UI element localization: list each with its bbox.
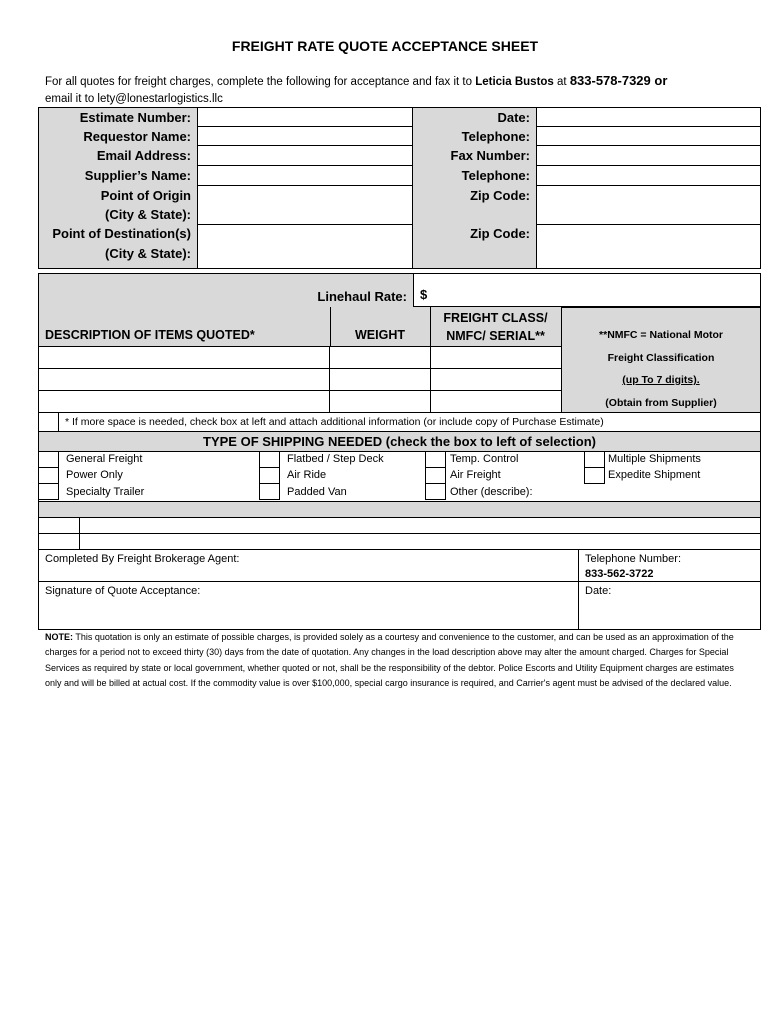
extra-row-field-1[interactable] bbox=[79, 517, 761, 534]
point-of-destination-field[interactable] bbox=[197, 224, 413, 269]
currency-symbol: $ bbox=[420, 287, 428, 302]
padded-van-checkbox[interactable] bbox=[259, 483, 280, 500]
multiple-shipments-checkbox[interactable] bbox=[584, 451, 605, 468]
extra-row-checkbox-1[interactable] bbox=[38, 517, 80, 534]
telephone-number-value: 833-562-3722 bbox=[585, 568, 654, 580]
telephone-label: Telephone: bbox=[461, 129, 530, 144]
fax-number-label: Fax Number: bbox=[450, 148, 530, 163]
item-weight-field-2[interactable] bbox=[329, 368, 431, 391]
estimate-number-field[interactable] bbox=[197, 107, 413, 127]
nmfc-info bbox=[561, 324, 761, 414]
instructions-text: For all quotes for freight charges, complete the following for acceptance and fax it to bbox=[45, 76, 476, 88]
destination-zip-code-field[interactable] bbox=[536, 224, 761, 269]
instructions-at: at bbox=[553, 76, 570, 88]
other-description-bar bbox=[38, 501, 761, 518]
general-freight-label: General Freight bbox=[66, 453, 143, 465]
origin-city-state-label: (City & State): bbox=[105, 207, 191, 222]
supplier-telephone-label: Telephone: bbox=[461, 168, 530, 183]
email-line: email it to lety@lonestarlogistics.llc bbox=[45, 93, 223, 105]
general-freight-checkbox[interactable] bbox=[38, 451, 59, 468]
extra-row-field-2[interactable] bbox=[79, 533, 761, 550]
estimate-number-label: Estimate Number: bbox=[79, 110, 191, 125]
completion-divider bbox=[578, 549, 579, 630]
contact-name: Leticia Bustos bbox=[475, 76, 554, 88]
disclaimer-note bbox=[45, 630, 735, 692]
linehaul-rate-field[interactable] bbox=[413, 273, 761, 307]
fax-number-field[interactable] bbox=[536, 145, 761, 166]
destination-zip-code-label: Zip Code: bbox=[470, 226, 530, 241]
power-only-checkbox[interactable] bbox=[38, 467, 59, 484]
expedite-shipment-label: Expedite Shipment bbox=[608, 469, 701, 481]
signature-label: Signature of Quote Acceptance: bbox=[45, 585, 201, 597]
destination-city-state-label: (City & State): bbox=[105, 246, 191, 261]
specialty-trailer-checkbox[interactable] bbox=[38, 483, 59, 500]
multiple-shipments-label: Multiple Shipments bbox=[608, 453, 701, 465]
item-weight-field-1[interactable] bbox=[329, 346, 431, 369]
flatbed-checkbox[interactable] bbox=[259, 451, 280, 468]
air-freight-label: Air Freight bbox=[450, 469, 501, 481]
other-checkbox[interactable] bbox=[425, 483, 446, 500]
item-class-field-1[interactable] bbox=[430, 346, 562, 369]
point-of-origin-field[interactable] bbox=[197, 185, 413, 225]
air-freight-checkbox[interactable] bbox=[425, 467, 446, 484]
specialty-trailer-label: Specialty Trailer bbox=[66, 486, 145, 498]
nmfc-line3: (up To 7 digits). bbox=[622, 374, 700, 386]
description-header: DESCRIPTION OF ITEMS QUOTED* bbox=[45, 328, 255, 342]
item-class-field-2[interactable] bbox=[430, 368, 562, 391]
agent-label: Completed By Freight Brokerage Agent: bbox=[45, 553, 240, 565]
requestor-name-label: Requestor Name: bbox=[83, 129, 191, 144]
temp-control-label: Temp. Control bbox=[450, 453, 519, 465]
weight-header: WEIGHT bbox=[355, 328, 405, 342]
date-field[interactable] bbox=[536, 107, 761, 127]
page-title: FREIGHT RATE QUOTE ACCEPTANCE SHEET bbox=[231, 38, 539, 54]
email-address-label: Email Address: bbox=[96, 148, 191, 163]
more-space-note: * If more space is needed, check box at left and attach additional information (or include copy of Purchase Estimate) bbox=[58, 412, 761, 432]
requestor-name-field[interactable] bbox=[197, 126, 413, 146]
email-address-field[interactable] bbox=[197, 145, 413, 166]
shipping-type-header: TYPE OF SHIPPING NEEDED (check the box to left of selection) bbox=[38, 431, 761, 452]
telephone-number-label: Telephone Number: bbox=[585, 553, 682, 565]
item-class-field-3[interactable] bbox=[430, 390, 562, 413]
linehaul-rate-label: Linehaul Rate: bbox=[317, 289, 407, 304]
more-space-checkbox[interactable] bbox=[38, 412, 59, 432]
fax-number: 833-578-7329 or bbox=[569, 73, 668, 88]
date-label: Date: bbox=[497, 110, 530, 125]
flatbed-label: Flatbed / Step Deck bbox=[287, 453, 384, 465]
telephone-field[interactable] bbox=[536, 126, 761, 146]
instructions bbox=[45, 72, 735, 108]
expedite-shipment-checkbox[interactable] bbox=[584, 467, 605, 484]
nmfc-line4: (Obtain from Supplier) bbox=[605, 396, 717, 409]
note-label: NOTE: bbox=[45, 632, 73, 642]
supplier-telephone-field[interactable] bbox=[536, 165, 761, 186]
point-of-destination-label: Point of Destination(s) bbox=[52, 226, 191, 241]
other-label: Other (describe): bbox=[450, 486, 533, 498]
nmfc-line1: **NMFC = National Motor bbox=[599, 329, 723, 341]
item-weight-field-3[interactable] bbox=[329, 390, 431, 413]
item-description-field-2[interactable] bbox=[38, 368, 330, 391]
temp-control-checkbox[interactable] bbox=[425, 451, 446, 468]
suppliers-name-field[interactable] bbox=[197, 165, 413, 186]
origin-zip-code-field[interactable] bbox=[536, 185, 761, 225]
suppliers-name-label: Supplier’s Name: bbox=[84, 168, 191, 183]
air-ride-label: Air Ride bbox=[287, 469, 327, 481]
freight-class-header bbox=[430, 309, 561, 345]
padded-van-label: Padded Van bbox=[287, 486, 347, 498]
air-ride-checkbox[interactable] bbox=[259, 467, 280, 484]
freight-class-header-line2: NMFC/ SERIAL** bbox=[446, 329, 545, 343]
acceptance-date-label: Date: bbox=[585, 585, 612, 597]
extra-row-checkbox-2[interactable] bbox=[38, 533, 80, 550]
nmfc-line2: Freight Classification bbox=[607, 351, 715, 364]
freight-class-header-line1: FREIGHT CLASS/ bbox=[443, 311, 548, 325]
point-of-origin-label: Point of Origin bbox=[100, 188, 191, 203]
power-only-label: Power Only bbox=[66, 469, 123, 481]
note-text: This quotation is only an estimate of possible charges, is provided solely as a courtesy and convenience to the customer, and can be used as an approximation of the charges for a period not to exceed thirty (30) days from the date of quotation. Any changes in the load description above may alter the amount charged. Charges for Special Services as required by state or local government, whether quoted or not, shall be the responsibility of the debtor. Police Escorts and Utility Equipment charges are estimates only and will be billed at actual cost. If the commodity value is over $100,000, special cargo insurance is required, and Carrier's agent must be advised of the declared value. bbox=[45, 632, 734, 689]
item-description-field-1[interactable] bbox=[38, 346, 330, 369]
item-description-field-3[interactable] bbox=[38, 390, 330, 413]
origin-zip-code-label: Zip Code: bbox=[470, 188, 530, 203]
